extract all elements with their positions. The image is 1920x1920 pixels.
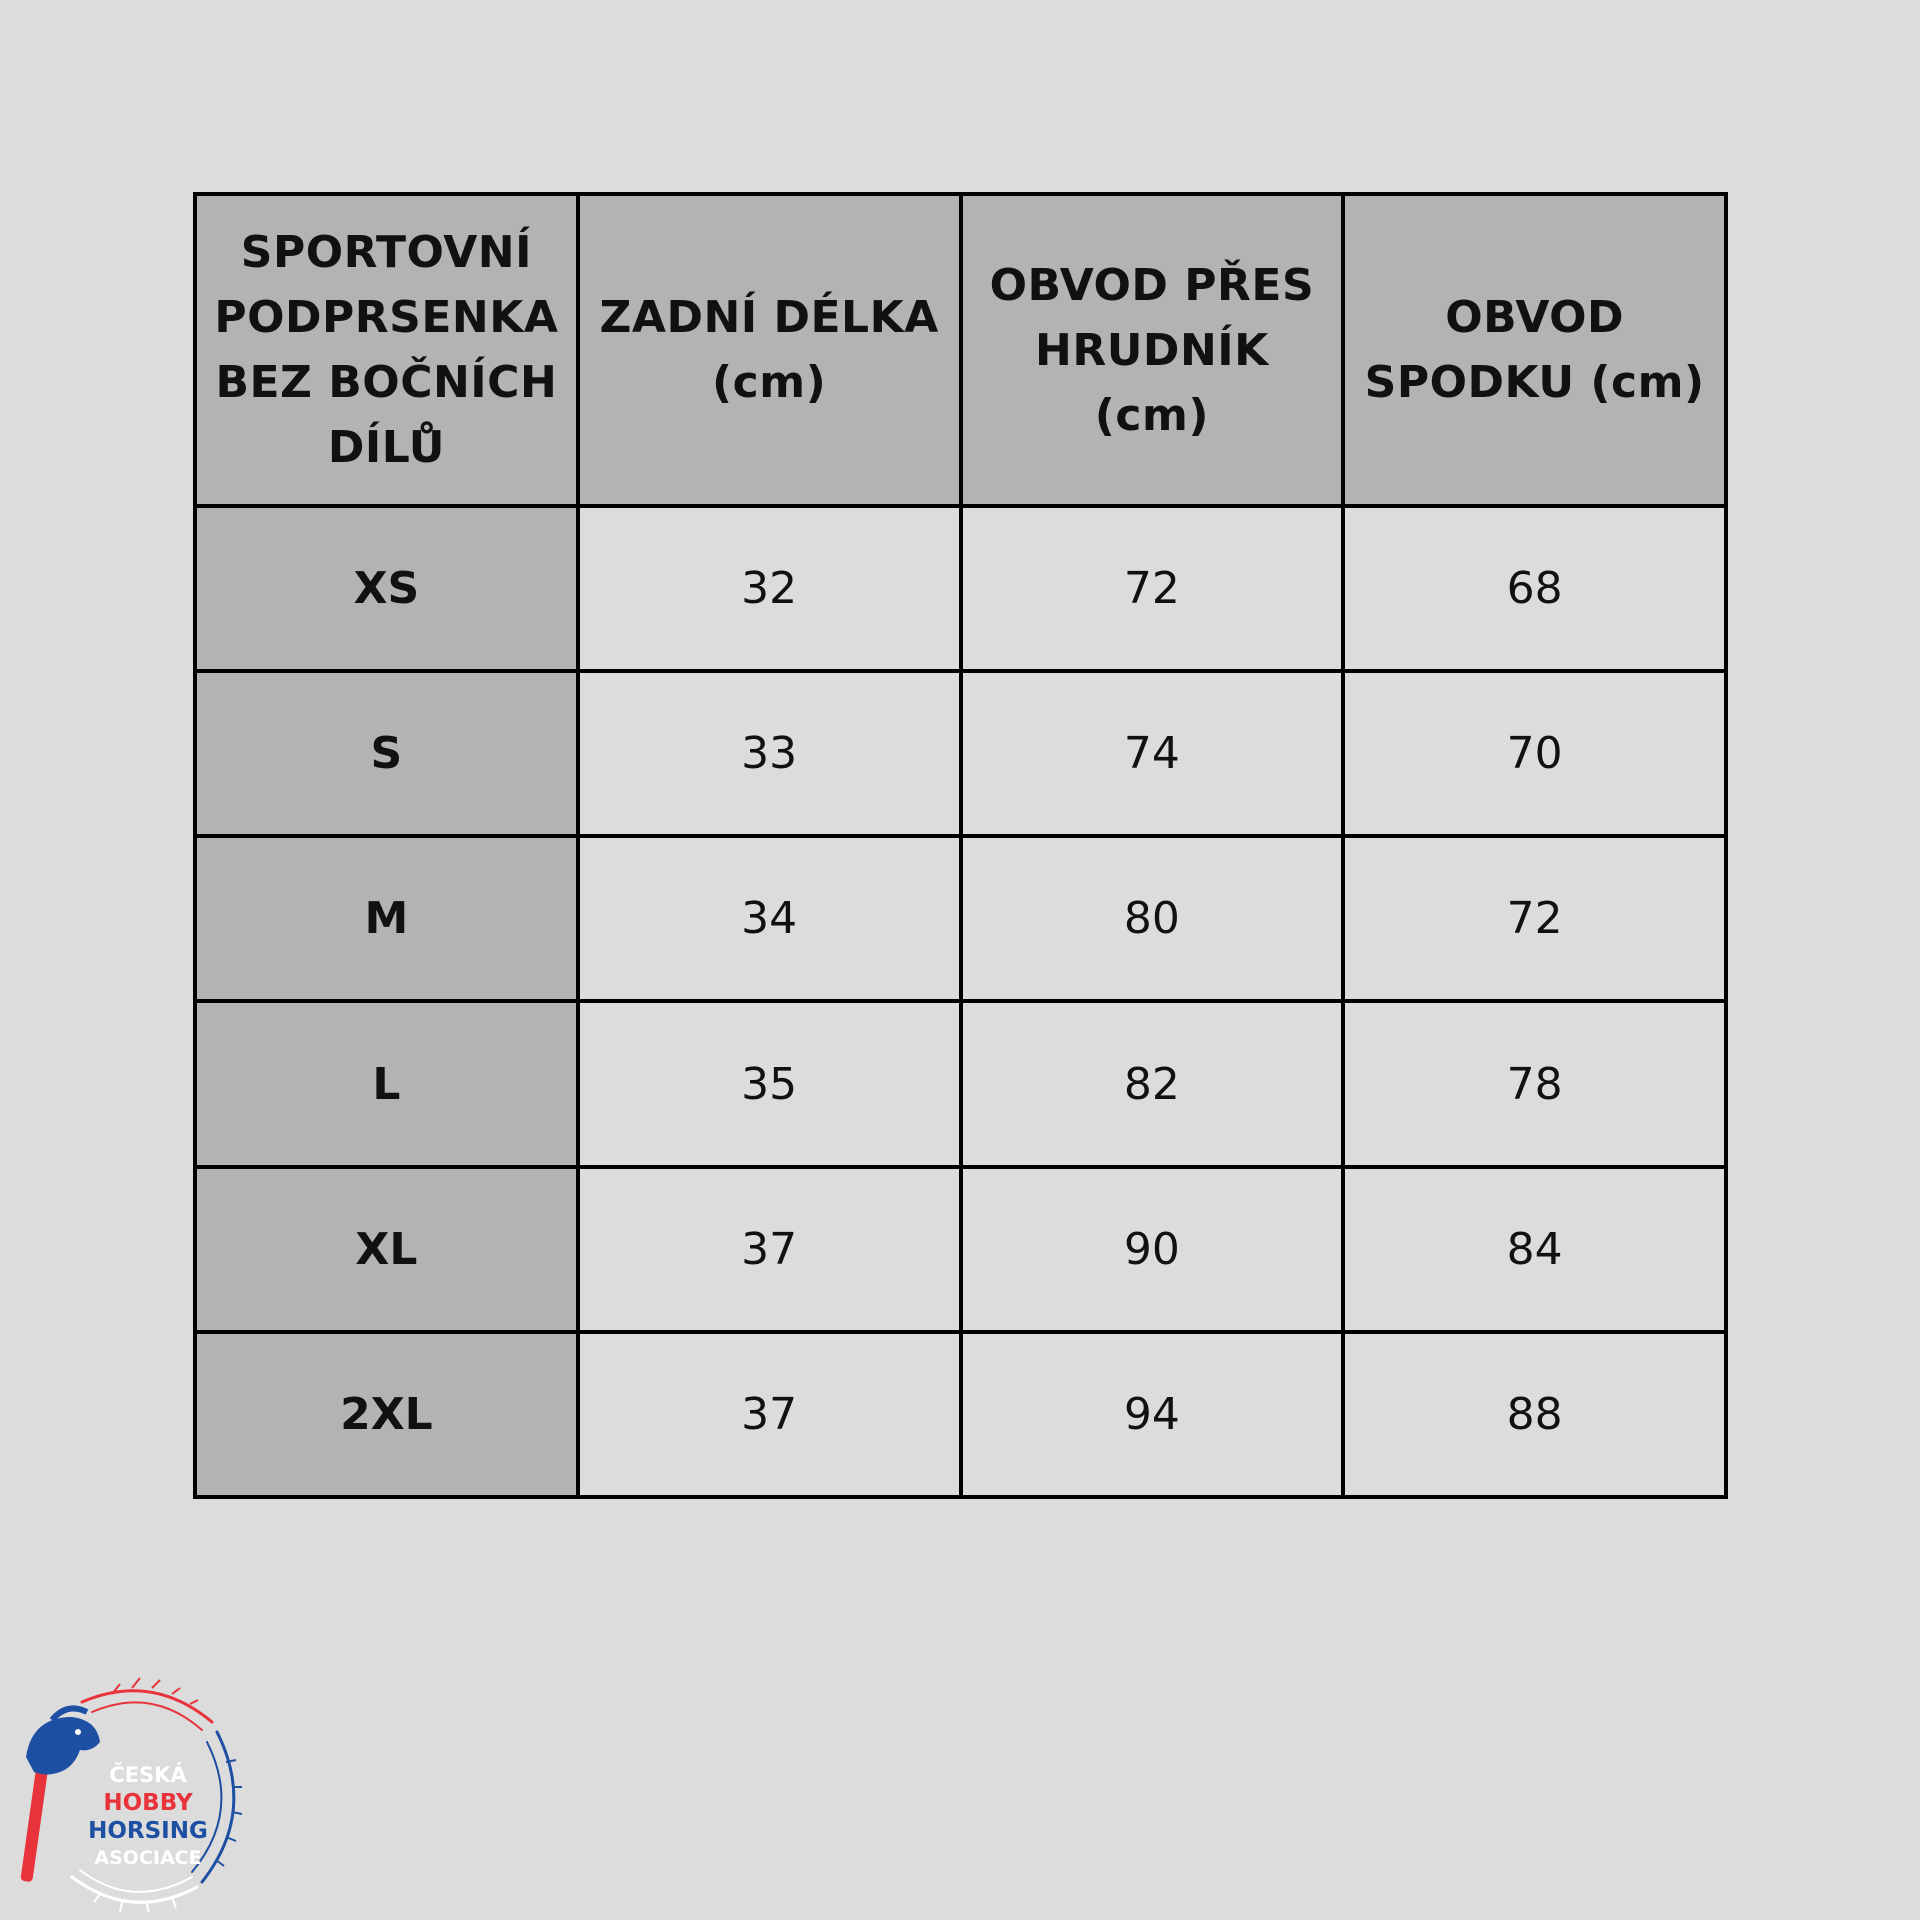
chest-cell: 80 [961,836,1344,1001]
back-length-cell: 32 [578,506,961,671]
back-length-cell: 33 [578,671,961,836]
logo-text-line4: ASOCIACE [94,1847,202,1869]
logo-text-line2: HOBBY [103,1790,193,1816]
logo-text-line1: ČESKÁ [109,1763,187,1787]
header-row [195,194,1726,506]
size-cell: M [195,836,578,1001]
table-row [195,506,1726,671]
size-cell: XL [195,1167,578,1332]
size-chart-table [193,192,1728,1499]
bottom-cell: 72 [1343,836,1726,1001]
bottom-cell: 88 [1343,1332,1726,1497]
bottom-cell: 68 [1343,506,1726,671]
header-chest-label: OBVOD PŘES HRUDNÍK (cm) [989,259,1315,441]
hobby-horsing-association-logo [12,1672,252,1912]
chest-cell: 90 [961,1167,1344,1332]
table-row [195,1332,1726,1497]
back-length-cell: 35 [578,1001,961,1166]
table-row [195,1167,1726,1332]
header-bottom [1343,194,1726,506]
back-length-cell: 37 [578,1167,961,1332]
back-length-cell: 37 [578,1332,961,1497]
bottom-cell: 84 [1343,1167,1726,1332]
size-cell: S [195,671,578,836]
header-back-length-label: ZADNÍ DÉLKA (cm) [599,292,939,408]
logo-text-line3: HORSING [88,1818,208,1844]
table-row [195,671,1726,836]
table-row [195,1001,1726,1166]
header-product [195,194,578,506]
chest-cell: 82 [961,1001,1344,1166]
chest-cell: 72 [961,506,1344,671]
chest-cell: 74 [961,671,1344,836]
header-chest [961,194,1344,506]
back-length-cell: 34 [578,836,961,1001]
chest-cell: 94 [961,1332,1344,1497]
header-product-label: SPORTOVNÍ PODPRSENKA BEZ BOČNÍCH DÍLŮ [214,227,559,473]
size-cell: 2XL [195,1332,578,1497]
size-cell: L [195,1001,578,1166]
header-back-length [578,194,961,506]
table-row [195,836,1726,1001]
logo-emblem [12,1672,252,1912]
header-bottom-label: OBVOD SPODKU (cm) [1364,292,1705,408]
bottom-cell: 78 [1343,1001,1726,1166]
size-cell: XS [195,506,578,671]
bottom-cell: 70 [1343,671,1726,836]
